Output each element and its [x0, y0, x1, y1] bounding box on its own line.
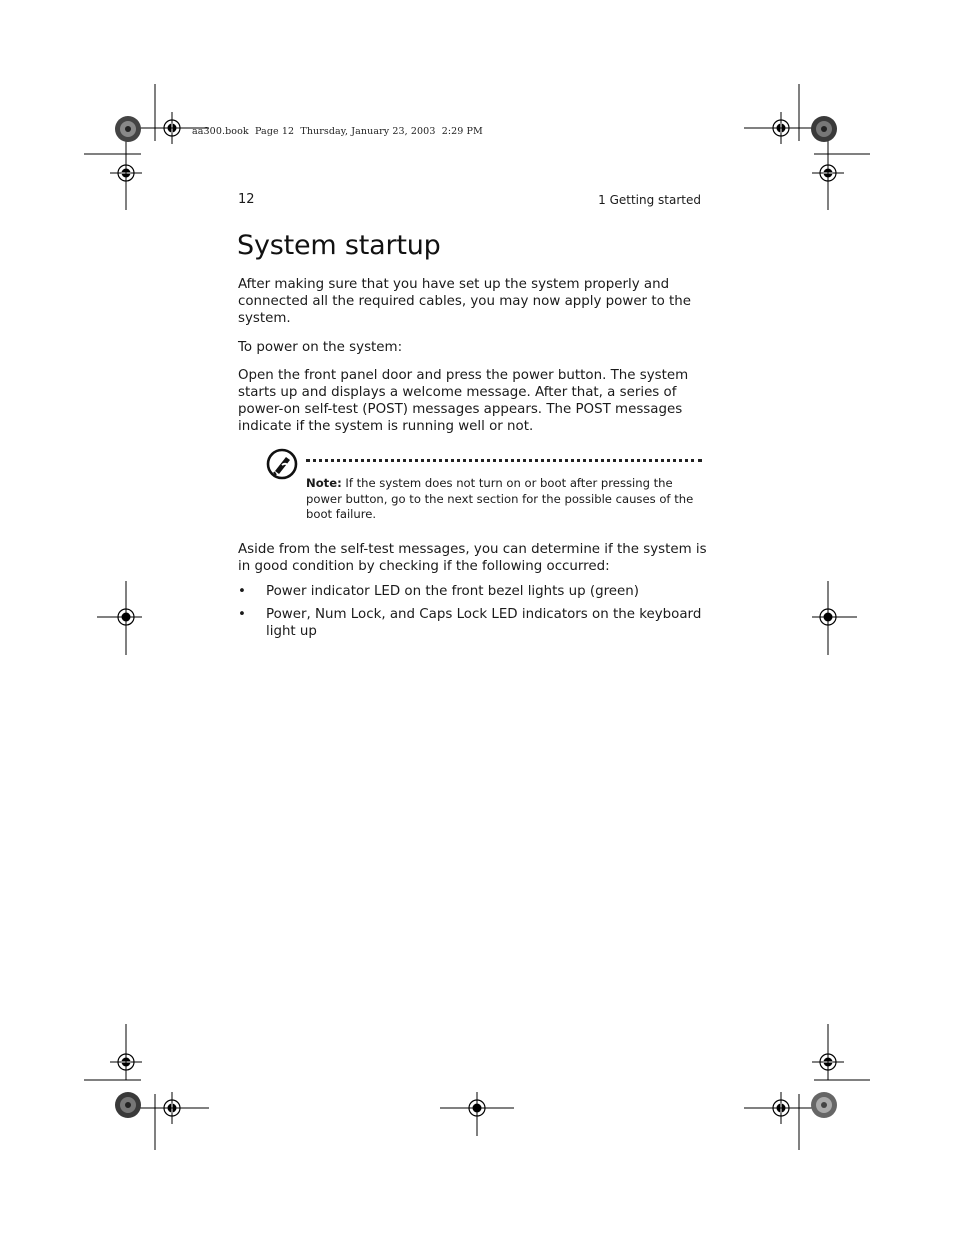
- starburst-mark-bl: [115, 1092, 141, 1118]
- starburst-mark-br: [811, 1092, 837, 1118]
- power-on-lead: To power on the system:: [238, 340, 403, 355]
- note-body: If the system does not turn on or boot after pressing the power button, go to the next section for the possible causes of the boot failure.: [306, 476, 694, 521]
- intro-paragraph: After making sure that you have set up the system properly and connected all the required cables, you may now apply power to the system.: [238, 277, 691, 326]
- note-text: [306, 476, 706, 523]
- indicator-list: [238, 583, 708, 646]
- bullet-glyph: •: [238, 607, 246, 622]
- starburst-mark-tr: [811, 116, 837, 142]
- running-head: 1 Getting started: [598, 193, 701, 207]
- note-divider: [306, 459, 702, 462]
- aside-paragraph: Aside from the self-test messages, you can determine if the system is in good condition by checking if the following occurred:: [238, 542, 707, 574]
- power-on-steps: Open the front panel door and press the power button. The system starts up and displays a welcome message. After that, a series of power-on self-test (POST) messages appears. The POST messages indicate if the system is running well or not.: [238, 368, 689, 434]
- bullet-glyph: •: [238, 584, 246, 599]
- list-item: • Power indicator LED on the front bezel lights up (green): [238, 584, 639, 599]
- note-label: Note:: [306, 476, 342, 490]
- page-number: 12: [238, 192, 255, 207]
- starburst-mark-tl: [115, 116, 141, 142]
- print-slug: aa300.book Page 12 Thursday, January 23, 2003 2:29 PM: [192, 126, 483, 137]
- list-item: • Power, Num Lock, and Caps Lock LED indicators on the keyboard light up: [238, 607, 702, 639]
- page-title: System startup: [237, 230, 441, 261]
- note-pen-icon: [266, 448, 298, 480]
